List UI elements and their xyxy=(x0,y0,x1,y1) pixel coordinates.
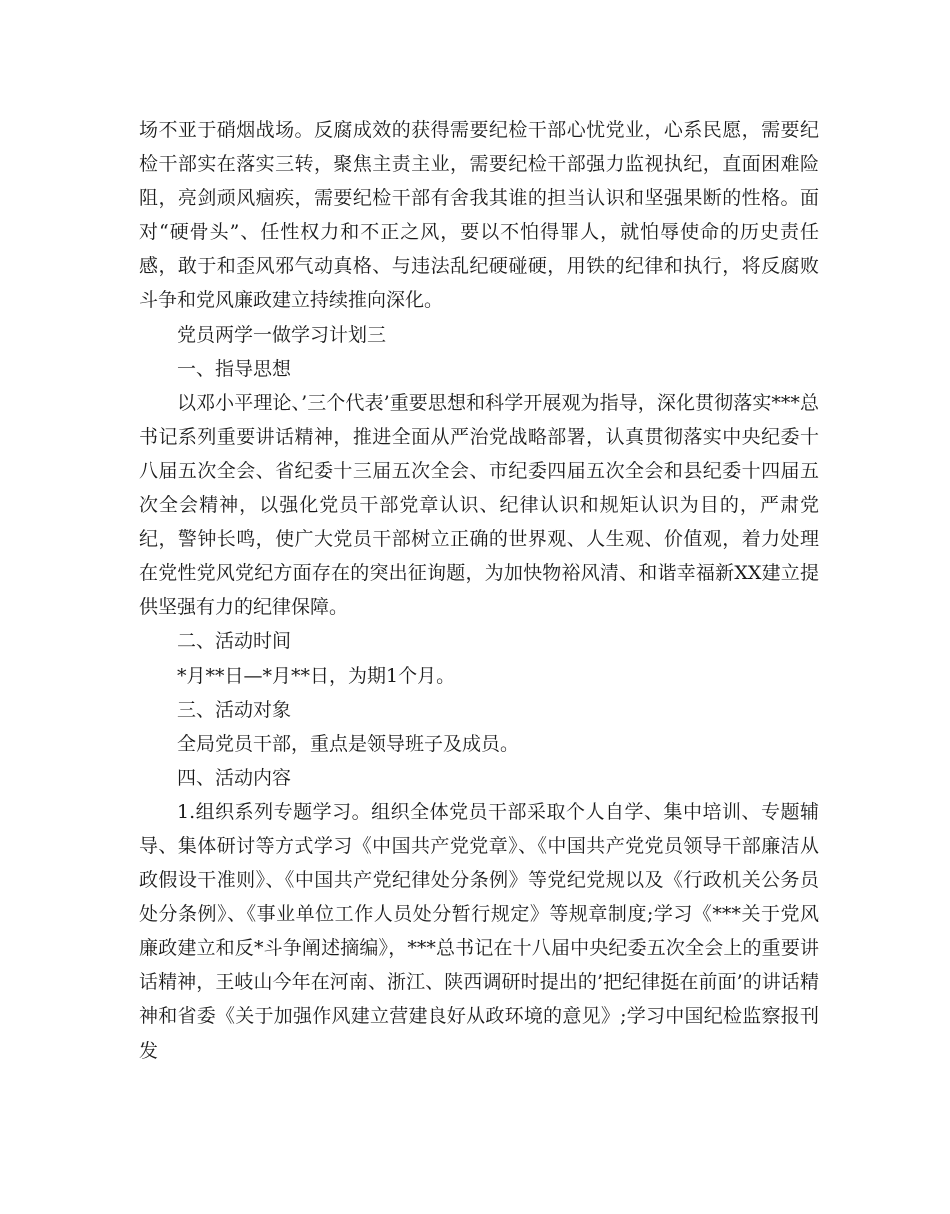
paragraph-continuation: 场不亚于硝烟战场。反腐成效的获得需要纪检干部心忧党业，心系民愿，需要纪检干部实在落实三转，聚焦主责主业，需要纪检干部强力监视执纪，直面困难险阻，亮剑顽风痼疾，需要纪检干部有舍我其谁的担当认识和坚强果断的性格。面对“硬骨头”、任性权力和不正之风，要以不怕得罪人，就怕辱使命的历史责任感，敢于和歪风邪气动真格、与违法乱纪硬碰硬，用铁的纪律和执行，将反腐败斗争和党风廉政建立持续推向深化。 xyxy=(139,119,819,312)
paragraph-activity-time: *月**日—*月**日，为期1个月。 xyxy=(177,664,456,687)
heading-activity-content: 四、活动内容 xyxy=(177,766,292,789)
paragraph-activity-content: 1.组织系列专题学习。组织全体党员干部采取个人自学、集中培训、专题辅导、集体研讨等方式学习《中国共产党党章》、《中国共产党党员领导干部廉洁从政假设干准则》、《中国共产党纪律处分条例》等党纪党规以及《行政机关公务员处分条例》、《事业单位工作人员处分暂行规定》等规章制度;学习《***关于党风廉政建立和反*斗争阐述摘编》，***总书记在十八届中央纪委五次全会上的重要讲话精神，王岐山今年在河南、浙江、陕西调研时提出的’把纪律挺在前面’的讲话精神和省委《关于加强作风建立营建良好从政环境的意见》;学习中国纪检监察报刊发 xyxy=(139,800,819,1062)
heading-guiding-thought: 一、指导思想 xyxy=(177,357,292,380)
heading-activity-time: 二、活动时间 xyxy=(177,630,292,653)
paragraph-guiding-thought: 以邓小平理论、’三个代表’重要思想和科学开展观为指导，深化贯彻落实***总书记系列重要讲话精神，推进全面从严治党战略部署，认真贯彻落实中央纪委十八届五次全会、省纪委十三届五次全会、市纪委四届五次全会和县纪委十四届五次全会精神，以强化党员干部党章认识、纪律认识和规矩认识为目的，严肃党纪，警钟长鸣，使广大党员干部树立正确的世界观、人生观、价值观，着力处理在党性党风党纪方面存在的突出征询题，为加快物裕风清、和谐幸福新XX建立提供坚强有力的纪律保障。 xyxy=(139,391,819,619)
document-page xyxy=(139,113,819,1068)
paragraph-activity-target: 全局党员干部，重点是领导班子及成员。 xyxy=(177,732,520,755)
section-title: 党员两学一做学习计划三 xyxy=(177,323,387,346)
heading-activity-target: 三、活动对象 xyxy=(177,698,292,721)
